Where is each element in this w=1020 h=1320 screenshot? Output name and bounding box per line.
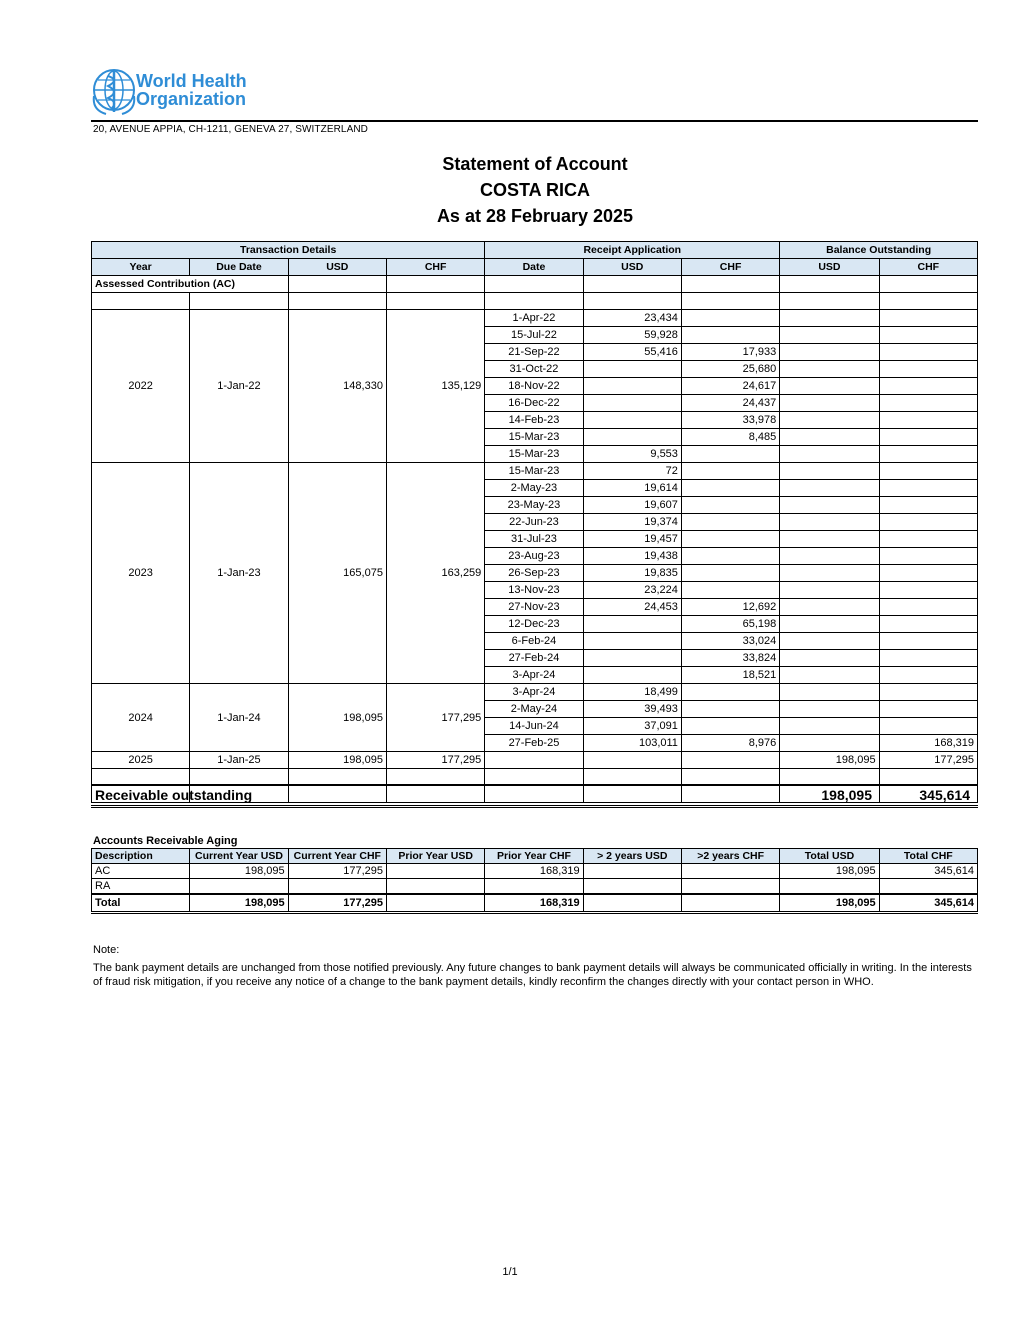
year-cell: 2023 xyxy=(92,463,190,684)
aging-total-cell: 198,095 xyxy=(780,894,879,913)
receipt-chf-cell xyxy=(681,684,779,701)
balance-usd-cell xyxy=(780,616,879,633)
receipt-row xyxy=(92,752,978,769)
balance-chf-cell xyxy=(879,718,977,735)
receipt-usd-cell xyxy=(583,616,681,633)
year-cell: 2025 xyxy=(92,752,190,769)
balance-chf-cell xyxy=(879,327,977,344)
receipt-usd-cell xyxy=(583,378,681,395)
balance-usd-cell xyxy=(780,565,879,582)
col-date: Date xyxy=(485,259,583,276)
receipt-chf-cell: 12,692 xyxy=(681,599,779,616)
aging-cell: 345,614 xyxy=(879,864,977,879)
receipt-date-cell: 13-Nov-23 xyxy=(485,582,583,599)
aging-title: Accounts Receivable Aging xyxy=(93,835,238,847)
receipt-date-cell: 15-Mar-23 xyxy=(485,446,583,463)
balance-usd-cell xyxy=(780,429,879,446)
balance-chf-cell xyxy=(879,548,977,565)
col-chf: CHF xyxy=(386,259,484,276)
receipt-usd-cell: 103,011 xyxy=(583,735,681,752)
col-due-date: Due Date xyxy=(190,259,288,276)
balance-usd-cell xyxy=(780,514,879,531)
due-date-cell: 1-Jan-25 xyxy=(190,752,288,769)
balance-usd-cell xyxy=(780,344,879,361)
aging-cell: RA xyxy=(92,879,190,895)
balance-chf-cell xyxy=(879,701,977,718)
receipt-date-cell: 3-Apr-24 xyxy=(485,684,583,701)
receipt-chf-cell: 18,521 xyxy=(681,667,779,684)
assessed-chf-cell: 135,129 xyxy=(386,310,484,463)
assessed-chf-cell: 163,259 xyxy=(386,463,484,684)
aging-total-row xyxy=(92,894,978,913)
aging-cell: 177,295 xyxy=(288,864,386,879)
col-receipt-usd: USD xyxy=(583,259,681,276)
receipt-usd-cell xyxy=(583,667,681,684)
group-receipt-application: Receipt Application xyxy=(485,242,780,259)
aging-cell xyxy=(879,879,977,895)
receipt-chf-cell xyxy=(681,514,779,531)
who-logo-text xyxy=(136,72,247,108)
col-usd: USD xyxy=(288,259,386,276)
receipt-date-cell: 26-Sep-23 xyxy=(485,565,583,582)
receipt-date-cell: 1-Apr-22 xyxy=(485,310,583,327)
receipt-usd-cell: 19,438 xyxy=(583,548,681,565)
receipt-row xyxy=(92,310,978,327)
title-line-1: Statement of Account xyxy=(442,154,628,174)
receipt-chf-cell xyxy=(681,752,779,769)
receivable-usd: 198,095 xyxy=(821,787,872,803)
receipt-chf-cell: 8,485 xyxy=(681,429,779,446)
balance-usd-cell xyxy=(780,310,879,327)
aging-cell xyxy=(386,879,484,895)
year-cell: 2024 xyxy=(92,684,190,752)
col-balance-chf: CHF xyxy=(879,259,977,276)
receipt-chf-cell: 33,978 xyxy=(681,412,779,429)
col-balance-usd: USD xyxy=(780,259,879,276)
receipt-usd-cell xyxy=(583,752,681,769)
balance-usd-cell xyxy=(780,412,879,429)
receivable-chf: 345,614 xyxy=(919,787,970,803)
receivable-top-rule xyxy=(91,784,978,785)
balance-chf-cell xyxy=(879,429,977,446)
receipt-chf-cell: 33,024 xyxy=(681,633,779,650)
assessed-chf-cell: 177,295 xyxy=(386,684,484,752)
receipt-chf-cell: 25,680 xyxy=(681,361,779,378)
balance-usd-cell xyxy=(780,684,879,701)
aging-cell xyxy=(190,879,288,895)
receipt-chf-cell: 65,198 xyxy=(681,616,779,633)
aging-cell xyxy=(583,864,681,879)
receipt-usd-cell: 19,457 xyxy=(583,531,681,548)
receipt-date-cell: 12-Dec-23 xyxy=(485,616,583,633)
address: 20, AVENUE APPIA, CH-1211, GENEVA 27, SWITZERLAND xyxy=(93,124,368,135)
aging-total-cell xyxy=(681,894,779,913)
receivable-label: Receivable outstanding xyxy=(95,787,253,803)
note-title: Note: xyxy=(93,944,120,956)
receipt-chf-cell: 24,437 xyxy=(681,395,779,412)
col-receipt-chf: CHF xyxy=(681,259,779,276)
receipt-chf-cell: 17,933 xyxy=(681,344,779,361)
balance-chf-cell xyxy=(879,514,977,531)
receipt-date-cell: 31-Oct-22 xyxy=(485,361,583,378)
receipt-date-cell: 2-May-23 xyxy=(485,480,583,497)
receipt-usd-cell: 39,493 xyxy=(583,701,681,718)
logo-line-1: World Health xyxy=(136,71,247,91)
aging-row xyxy=(92,864,978,879)
balance-usd-cell xyxy=(780,548,879,565)
col-year: Year xyxy=(92,259,190,276)
receipt-usd-cell: 72 xyxy=(583,463,681,480)
assessed-usd-cell: 148,330 xyxy=(288,310,386,463)
aging-cell: 168,319 xyxy=(485,864,583,879)
receipt-date-cell: 31-Jul-23 xyxy=(485,531,583,548)
receipt-chf-cell xyxy=(681,718,779,735)
section-label: Assessed Contribution (AC) xyxy=(92,276,289,293)
aging-cell xyxy=(583,879,681,895)
balance-usd-cell xyxy=(780,735,879,752)
balance-chf-cell: 177,295 xyxy=(879,752,977,769)
receipt-date-cell: 3-Apr-24 xyxy=(485,667,583,684)
balance-chf-cell xyxy=(879,446,977,463)
balance-usd-cell xyxy=(780,480,879,497)
balance-chf-cell xyxy=(879,599,977,616)
receipt-chf-cell xyxy=(681,463,779,480)
receipt-usd-cell: 24,453 xyxy=(583,599,681,616)
who-emblem-icon xyxy=(92,66,136,118)
balance-usd-cell xyxy=(780,497,879,514)
balance-chf-cell xyxy=(879,497,977,514)
balance-chf-cell xyxy=(879,310,977,327)
receipt-usd-cell: 59,928 xyxy=(583,327,681,344)
aging-cell xyxy=(681,879,779,895)
receipt-chf-cell: 33,824 xyxy=(681,650,779,667)
balance-chf-cell xyxy=(879,531,977,548)
due-date-cell: 1-Jan-24 xyxy=(190,684,288,752)
receipt-usd-cell: 23,224 xyxy=(583,582,681,599)
balance-chf-cell xyxy=(879,361,977,378)
statement-table xyxy=(91,241,978,803)
receipt-chf-cell xyxy=(681,701,779,718)
aging-header-cell: Total CHF xyxy=(879,849,977,864)
year-cell: 2022 xyxy=(92,310,190,463)
balance-usd-cell xyxy=(780,531,879,548)
aging-cell: 198,095 xyxy=(780,864,879,879)
due-date-cell: 1-Jan-23 xyxy=(190,463,288,684)
due-date-cell: 1-Jan-22 xyxy=(190,310,288,463)
receipt-date-cell: 22-Jun-23 xyxy=(485,514,583,531)
receipt-date-cell: 14-Jun-24 xyxy=(485,718,583,735)
aging-header-cell: Prior Year USD xyxy=(386,849,484,864)
title-line-3: As at 28 February 2025 xyxy=(436,206,634,226)
balance-chf-cell xyxy=(879,667,977,684)
balance-usd-cell xyxy=(780,463,879,480)
aging-cell xyxy=(681,864,779,879)
header-rule xyxy=(91,120,978,122)
receipt-usd-cell xyxy=(583,412,681,429)
receipt-date-cell: 15-Mar-23 xyxy=(485,463,583,480)
aging-cell xyxy=(386,864,484,879)
aging-cell: 198,095 xyxy=(190,864,288,879)
group-transaction-details: Transaction Details xyxy=(92,242,485,259)
receipt-chf-cell xyxy=(681,327,779,344)
balance-chf-cell xyxy=(879,582,977,599)
aging-header-cell: Current Year USD xyxy=(190,849,288,864)
receipt-date-cell: 2-May-24 xyxy=(485,701,583,718)
receipt-chf-cell xyxy=(681,446,779,463)
balance-chf-cell xyxy=(879,650,977,667)
receipt-usd-cell: 19,614 xyxy=(583,480,681,497)
receipt-chf-cell xyxy=(681,310,779,327)
balance-usd-cell xyxy=(780,378,879,395)
aging-header-cell: > 2 years USD xyxy=(583,849,681,864)
receipt-chf-cell xyxy=(681,548,779,565)
aging-header-cell: >2 years CHF xyxy=(681,849,779,864)
balance-usd-cell xyxy=(780,599,879,616)
receipt-chf-cell xyxy=(681,565,779,582)
receipt-chf-cell xyxy=(681,497,779,514)
balance-chf-cell xyxy=(879,616,977,633)
aging-header-cell: Description xyxy=(92,849,190,864)
balance-usd-cell xyxy=(780,718,879,735)
receipt-row xyxy=(92,684,978,701)
balance-usd-cell xyxy=(780,650,879,667)
receipt-usd-cell xyxy=(583,361,681,378)
receipt-date-cell: 27-Nov-23 xyxy=(485,599,583,616)
balance-chf-cell xyxy=(879,378,977,395)
balance-usd-cell xyxy=(780,701,879,718)
receivable-rule-1 xyxy=(91,805,978,806)
receipt-usd-cell: 18,499 xyxy=(583,684,681,701)
balance-chf-cell xyxy=(879,395,977,412)
receipt-date-cell: 21-Sep-22 xyxy=(485,344,583,361)
receipt-date-cell xyxy=(485,752,583,769)
aging-cell xyxy=(288,879,386,895)
receipt-usd-cell: 23,434 xyxy=(583,310,681,327)
aging-cell: AC xyxy=(92,864,190,879)
balance-chf-cell xyxy=(879,565,977,582)
receipt-usd-cell: 9,553 xyxy=(583,446,681,463)
balance-chf-cell xyxy=(879,412,977,429)
assessed-usd-cell: 165,075 xyxy=(288,463,386,684)
assessed-usd-cell: 198,095 xyxy=(288,684,386,752)
aging-total-cell xyxy=(583,894,681,913)
balance-usd-cell xyxy=(780,395,879,412)
balance-chf-cell xyxy=(879,684,977,701)
receipt-usd-cell: 19,374 xyxy=(583,514,681,531)
aging-total-cell: 198,095 xyxy=(190,894,288,913)
assessed-usd-cell: 198,095 xyxy=(288,752,386,769)
aging-total-cell: Total xyxy=(92,894,190,913)
logo-line-2: Organization xyxy=(136,89,247,109)
aging-total-cell: 168,319 xyxy=(485,894,583,913)
balance-chf-cell xyxy=(879,344,977,361)
receipt-chf-cell xyxy=(681,480,779,497)
page-number: 1/1 xyxy=(502,1266,518,1278)
balance-usd-cell: 198,095 xyxy=(780,752,879,769)
receipt-chf-cell xyxy=(681,582,779,599)
receipt-chf-cell: 24,617 xyxy=(681,378,779,395)
receipt-usd-cell: 19,835 xyxy=(583,565,681,582)
receipt-row xyxy=(92,463,978,480)
balance-chf-cell xyxy=(879,480,977,497)
aging-header-cell: Prior Year CHF xyxy=(485,849,583,864)
receivable-rule-2 xyxy=(91,807,978,808)
receipt-chf-cell xyxy=(681,531,779,548)
group-balance-outstanding: Balance Outstanding xyxy=(780,242,978,259)
balance-chf-cell xyxy=(879,463,977,480)
receipt-date-cell: 23-Aug-23 xyxy=(485,548,583,565)
title-line-2: COSTA RICA xyxy=(480,180,590,200)
receipt-date-cell: 23-May-23 xyxy=(485,497,583,514)
receipt-date-cell: 27-Feb-25 xyxy=(485,735,583,752)
balance-usd-cell xyxy=(780,446,879,463)
receipt-date-cell: 15-Jul-22 xyxy=(485,327,583,344)
balance-chf-cell: 168,319 xyxy=(879,735,977,752)
receipt-date-cell: 6-Feb-24 xyxy=(485,633,583,650)
balance-chf-cell xyxy=(879,633,977,650)
balance-usd-cell xyxy=(780,633,879,650)
receipt-usd-cell: 37,091 xyxy=(583,718,681,735)
aging-header-cell: Current Year CHF xyxy=(288,849,386,864)
aging-total-cell xyxy=(386,894,484,913)
aging-cell xyxy=(780,879,879,895)
aging-header-cell: Total USD xyxy=(780,849,879,864)
balance-usd-cell xyxy=(780,582,879,599)
receipt-date-cell: 14-Feb-23 xyxy=(485,412,583,429)
note-body: The bank payment details are unchanged from those notified previously. Any future changes to bank payment details will always be communicated officially in writing. In the interests of fraud risk mitigation, if you receive any notice of a change to the bank payment details, kindly reconfirm the changes directly with your contact person in WHO. xyxy=(93,962,972,988)
balance-usd-cell xyxy=(780,327,879,344)
receipt-usd-cell xyxy=(583,650,681,667)
receipt-usd-cell xyxy=(583,429,681,446)
receipt-usd-cell: 55,416 xyxy=(583,344,681,361)
receipt-chf-cell: 8,976 xyxy=(681,735,779,752)
assessed-chf-cell: 177,295 xyxy=(386,752,484,769)
balance-usd-cell xyxy=(780,361,879,378)
balance-usd-cell xyxy=(780,667,879,684)
aging-table xyxy=(91,848,978,914)
receipt-usd-cell xyxy=(583,395,681,412)
receipt-date-cell: 27-Feb-24 xyxy=(485,650,583,667)
aging-row xyxy=(92,879,978,895)
receipt-usd-cell xyxy=(583,633,681,650)
aging-cell xyxy=(485,879,583,895)
receipt-usd-cell: 19,607 xyxy=(583,497,681,514)
receipt-date-cell: 18-Nov-22 xyxy=(485,378,583,395)
aging-total-cell: 177,295 xyxy=(288,894,386,913)
receipt-date-cell: 16-Dec-22 xyxy=(485,395,583,412)
receipt-date-cell: 15-Mar-23 xyxy=(485,429,583,446)
aging-total-cell: 345,614 xyxy=(879,894,977,913)
